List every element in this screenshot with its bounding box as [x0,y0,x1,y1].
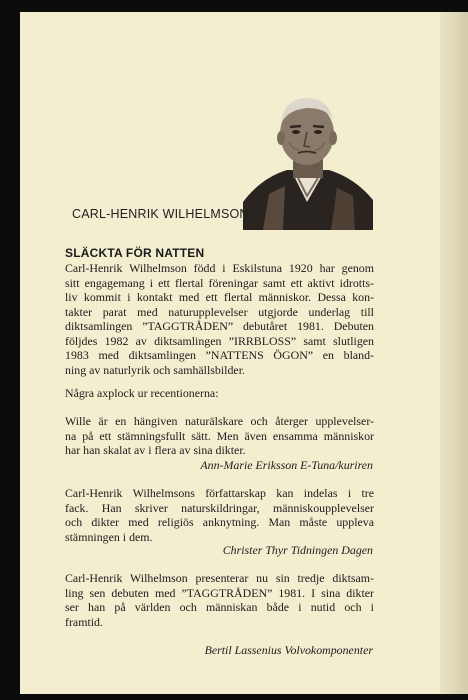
reviews-intro: Några axplock ur recentionerna: [65,386,219,400]
review-quote [65,414,374,458]
quote-line: framtid. [65,614,103,629]
quote-line: Carl-Henrik Wilhelmsons författarskap kan indelas i tre [65,486,374,500]
quote-line: stämningen i dem. [65,529,153,544]
bio-line: diktsamlingen ”TAGGTRÅDEN” debutåret 1981. Debuten [65,319,374,333]
bio-line: sitt engagemang i ett flertal föreningar samt ett aktivt idrotts- [65,275,374,290]
bio-line: liv kommit i kontakt med ett flertal människor. Dessa kon- [65,290,374,304]
bio-line: Carl-Henrik Wilhelmson född i Eskilstuna 1920 har genom [65,261,374,275]
bio-line: takter parat med naturupplevelser utgjorde underlag till [65,304,374,319]
quote-line: ling sen debuten med ”TAGGTRÅDEN” 1981. I sina dikter [65,585,374,600]
bio-line: 1983 med diktsamlingen ”NATTENS ÖGON” en bland- [65,348,374,362]
bio-line: följdes 1982 av diktsamlingen ”IRRBLOSS” samt slutligen [65,333,374,348]
author-bio [65,261,374,377]
quote-line: Wille är en hängiven naturälskare och återger upplevelser- [65,414,374,428]
review-quote [65,486,374,544]
review-quote [65,571,374,629]
quote-line: ser han på världen och människan både i nutid och i [65,600,374,614]
review-attribution: Bertil Lassenius Volvokomponenter [204,643,373,657]
quote-line: Carl-Henrik Wilhelmson presenterar nu sin tredje diktsam- [65,571,374,585]
review-attribution: Christer Thyr Tidningen Dagen [222,543,373,557]
cover-page-edge [440,12,468,694]
quote-line: har han skalat av i flera av sina dikter. [65,443,246,457]
bio-line: ning av naturlyrik och samhällsbilder. [65,362,245,377]
author-portrait-photo [243,90,373,230]
quote-line: na på ett stämningsfullt sätt. Men även ensamma människor [65,428,374,443]
quote-line: fack. Han skriver naturskildringar, människoupplevelser [65,500,374,515]
review-attribution: Ann-Marie Eriksson E-Tuna/kuriren [200,458,373,472]
quote-line: och dikter med religiös anknytning. Man måste uppleva [65,515,374,529]
book-title: SLÄCKTA FÖR NATTEN [65,246,205,260]
author-name: CARL-HENRIK WILHELMSON [72,207,249,221]
